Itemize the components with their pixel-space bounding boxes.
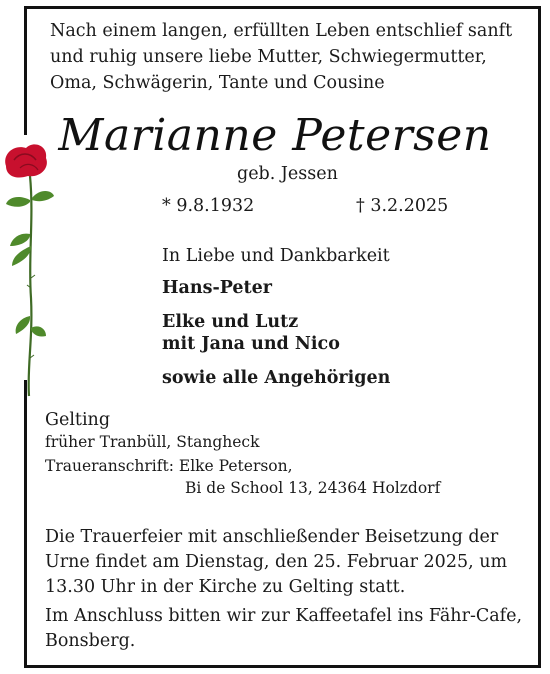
death-date: † 3.2.2025 (356, 196, 449, 216)
intro-text (50, 18, 530, 96)
mourners-intro: In Liebe und Dankbarkeit (162, 246, 390, 266)
birth-date: * 9.8.1932 (162, 196, 255, 216)
intro-line: Nach einem langen, erfüllten Leben entschlief sanft (50, 21, 513, 41)
born-name: geb. Jessen (237, 164, 338, 184)
mourner-hans-peter: Hans-Peter (162, 278, 272, 298)
reception-details: Im Anschluss bitten wir zur Kaffeetafel ins Fähr-Cafe, Bonsberg. (45, 606, 523, 651)
mourner-elke-lutz: Elke und Lutz (162, 312, 299, 332)
mourning-address-street: Bi de School 13, 24364 Holzdorf (185, 479, 441, 497)
mourner-relatives: sowie alle Angehörigen (162, 368, 391, 388)
mourning-address-label: Traueranschrift: Elke Peterson, (45, 457, 293, 475)
mourner-jana-nico: mit Jana und Nico (162, 334, 340, 354)
town: Gelting (45, 410, 111, 430)
red-rose-icon (0, 138, 60, 400)
funeral-notice (45, 525, 535, 654)
former-address: früher Tranbüll, Stangheck (45, 433, 260, 451)
deceased-name: Marianne Petersen (58, 110, 492, 161)
funeral-details: Die Trauerfeier mit anschließender Beisetzung der Urne findet am Dienstag, den 25. Februar 2025, um 13.30 Uhr in der Kirche zu Gelting statt. (45, 527, 508, 597)
intro-line: und ruhig unsere liebe Mutter, Schwiegermutter, (50, 47, 487, 67)
intro-line: Oma, Schwägerin, Tante und Cousine (50, 73, 385, 93)
